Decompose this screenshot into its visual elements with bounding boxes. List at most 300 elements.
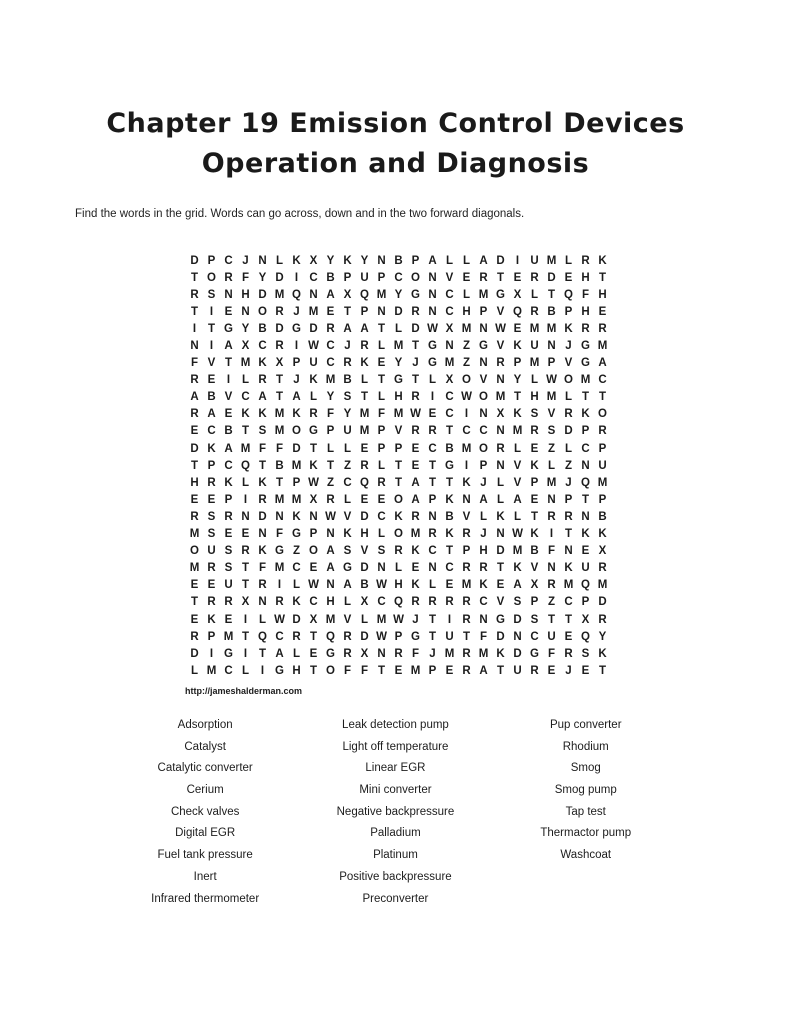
grid-letter: N bbox=[428, 510, 437, 523]
grid-letter: T bbox=[241, 630, 250, 643]
grid-letter: C bbox=[309, 271, 318, 284]
grid-letter: T bbox=[598, 664, 607, 677]
grid-letter: C bbox=[445, 391, 454, 404]
grid-letter: F bbox=[190, 357, 199, 370]
grid-row bbox=[186, 457, 611, 474]
grid-letter: T bbox=[275, 476, 284, 489]
grid-letter: R bbox=[564, 510, 573, 523]
grid-letter: K bbox=[445, 493, 454, 506]
grid-letter: T bbox=[581, 493, 590, 506]
grid-letter: G bbox=[275, 545, 284, 558]
grid-letter: L bbox=[360, 613, 369, 626]
grid-letter: C bbox=[428, 442, 437, 455]
grid-letter: B bbox=[207, 391, 216, 404]
grid-letter: T bbox=[377, 322, 386, 335]
word-list-item: Rhodium bbox=[562, 740, 609, 753]
grid-letter: J bbox=[480, 476, 487, 489]
grid-letter: K bbox=[411, 545, 420, 558]
grid-letter: K bbox=[581, 408, 590, 421]
grid-row bbox=[186, 440, 611, 457]
grid-row bbox=[186, 594, 611, 611]
grid-letter: X bbox=[581, 613, 590, 626]
grid-letter: T bbox=[241, 425, 250, 438]
grid-letter: R bbox=[360, 340, 369, 353]
grid-letter: L bbox=[377, 528, 386, 541]
grid-letter: G bbox=[428, 340, 437, 353]
grid-row bbox=[186, 303, 611, 320]
grid-letter: L bbox=[292, 579, 301, 592]
grid-letter: E bbox=[190, 613, 199, 626]
grid-letter: U bbox=[513, 664, 522, 677]
grid-letter: L bbox=[190, 664, 199, 677]
grid-letter: L bbox=[496, 493, 505, 506]
grid-letter: R bbox=[224, 271, 233, 284]
grid-letter: G bbox=[581, 340, 590, 353]
grid-letter: R bbox=[547, 579, 556, 592]
grid-letter: K bbox=[598, 254, 607, 267]
grid-letter: E bbox=[496, 579, 505, 592]
grid-letter: N bbox=[513, 630, 522, 643]
grid-letter: Y bbox=[343, 408, 352, 421]
grid-letter: I bbox=[209, 340, 214, 353]
grid-letter: M bbox=[274, 425, 285, 438]
grid-letter: R bbox=[564, 408, 573, 421]
grid-letter: U bbox=[445, 630, 454, 643]
grid-letter: P bbox=[547, 357, 556, 370]
grid-letter: A bbox=[326, 288, 335, 301]
grid-letter: C bbox=[258, 340, 267, 353]
grid-letter: M bbox=[512, 545, 523, 558]
grid-letter: L bbox=[343, 442, 352, 455]
grid-letter: O bbox=[292, 425, 301, 438]
grid-letter: G bbox=[496, 288, 505, 301]
grid-letter: E bbox=[581, 664, 590, 677]
grid-letter: G bbox=[309, 425, 318, 438]
grid-letter: R bbox=[190, 510, 199, 523]
grid-letter: R bbox=[258, 579, 267, 592]
grid-letter: E bbox=[564, 630, 573, 643]
grid-letter: M bbox=[444, 357, 455, 370]
grid-letter: N bbox=[377, 305, 386, 318]
grid-letter: C bbox=[598, 374, 607, 387]
grid-letter: P bbox=[479, 459, 488, 472]
grid-letter: N bbox=[479, 322, 488, 335]
grid-letter: P bbox=[513, 357, 522, 370]
grid-letter: V bbox=[564, 357, 573, 370]
grid-letter: L bbox=[377, 459, 386, 472]
grid-letter: V bbox=[462, 510, 471, 523]
grid-letter: O bbox=[190, 545, 199, 558]
grid-letter: R bbox=[496, 442, 505, 455]
grid-letter: E bbox=[326, 305, 335, 318]
grid-letter: A bbox=[258, 391, 267, 404]
grid-letter: B bbox=[258, 322, 267, 335]
grid-letter: A bbox=[326, 562, 335, 575]
grid-letter: I bbox=[430, 391, 435, 404]
grid-letter: A bbox=[513, 579, 522, 592]
grid-letter: K bbox=[258, 408, 267, 421]
grid-letter: J bbox=[429, 647, 436, 660]
grid-letter: G bbox=[530, 647, 539, 660]
grid-letter: C bbox=[377, 596, 386, 609]
grid-letter: E bbox=[530, 493, 539, 506]
grid-letter: Q bbox=[513, 305, 522, 318]
grid-letter: K bbox=[258, 476, 267, 489]
grid-letter: D bbox=[360, 562, 369, 575]
grid-letter: C bbox=[445, 288, 454, 301]
grid-letter: A bbox=[224, 442, 233, 455]
grid-letter: O bbox=[479, 442, 488, 455]
grid-letter: G bbox=[428, 357, 437, 370]
grid-letter: A bbox=[513, 493, 522, 506]
grid-letter: P bbox=[292, 476, 301, 489]
grid-letter: S bbox=[224, 545, 233, 558]
grid-letter: A bbox=[479, 254, 488, 267]
grid-letter: R bbox=[530, 664, 539, 677]
grid-letter: O bbox=[564, 374, 573, 387]
grid-row bbox=[186, 320, 611, 337]
grid-letter: T bbox=[207, 322, 216, 335]
grid-letter: K bbox=[292, 596, 301, 609]
grid-letter: R bbox=[394, 545, 403, 558]
grid-letter: K bbox=[207, 613, 216, 626]
grid-letter: N bbox=[496, 374, 505, 387]
grid-letter: O bbox=[394, 493, 403, 506]
grid-letter: C bbox=[564, 596, 573, 609]
grid-letter: R bbox=[428, 596, 437, 609]
grid-letter: Z bbox=[326, 476, 335, 489]
word-list-item: Mini converter bbox=[359, 784, 432, 797]
grid-letter: T bbox=[224, 357, 233, 370]
grid-letter: X bbox=[360, 596, 369, 609]
grid-letter: J bbox=[480, 528, 487, 541]
grid-letter: L bbox=[547, 459, 556, 472]
grid-row bbox=[186, 355, 611, 372]
grid-letter: R bbox=[530, 425, 539, 438]
grid-letter: G bbox=[581, 357, 590, 370]
grid-letter: W bbox=[376, 579, 387, 592]
grid-letter: E bbox=[360, 493, 369, 506]
grid-letter: Q bbox=[581, 476, 590, 489]
grid-letter: T bbox=[190, 305, 199, 318]
grid-letter: L bbox=[326, 442, 335, 455]
grid-letter: P bbox=[479, 305, 488, 318]
grid-letter: E bbox=[309, 647, 318, 660]
grid-letter: A bbox=[343, 322, 352, 335]
grid-letter: R bbox=[598, 562, 607, 575]
grid-letter: E bbox=[224, 305, 233, 318]
grid-letter: H bbox=[190, 476, 199, 489]
grid-letter: V bbox=[224, 391, 233, 404]
grid-letter: C bbox=[326, 340, 335, 353]
grid-letter: M bbox=[274, 562, 285, 575]
grid-letter: B bbox=[394, 254, 403, 267]
word-list-item: Pup converter bbox=[549, 719, 622, 731]
grid-row bbox=[186, 474, 611, 491]
grid-letter: R bbox=[598, 613, 607, 626]
grid-letter: I bbox=[464, 408, 469, 421]
grid-letter: Z bbox=[343, 459, 352, 472]
grid-letter: N bbox=[547, 340, 556, 353]
grid-letter: N bbox=[190, 340, 199, 353]
grid-row bbox=[186, 337, 611, 354]
grid-row bbox=[186, 372, 611, 389]
grid-letter: L bbox=[564, 254, 573, 267]
grid-letter: D bbox=[190, 254, 199, 267]
grid-letter: Z bbox=[462, 340, 471, 353]
grid-letter: T bbox=[275, 391, 284, 404]
grid-letter: U bbox=[530, 254, 539, 267]
word-list-item: Palladium bbox=[370, 827, 421, 840]
grid-letter: I bbox=[464, 459, 469, 472]
grid-letter: X bbox=[343, 288, 352, 301]
grid-letter: V bbox=[394, 425, 403, 438]
grid-letter: Z bbox=[462, 357, 471, 370]
grid-letter: G bbox=[479, 340, 488, 353]
grid-letter: D bbox=[190, 647, 199, 660]
grid-letter: F bbox=[275, 528, 284, 541]
grid-letter: R bbox=[445, 596, 454, 609]
grid-letter: P bbox=[207, 459, 216, 472]
grid-letter: R bbox=[207, 562, 216, 575]
grid-letter: C bbox=[224, 459, 233, 472]
word-list-item: Light off temperature bbox=[342, 740, 449, 753]
grid-letter: T bbox=[598, 391, 607, 404]
grid-letter: R bbox=[462, 528, 471, 541]
grid-letter: K bbox=[564, 562, 573, 575]
grid-letter: I bbox=[243, 613, 248, 626]
grid-letter: C bbox=[581, 442, 590, 455]
grid-letter: P bbox=[394, 442, 403, 455]
grid-letter: R bbox=[462, 664, 471, 677]
grid-letter: R bbox=[462, 647, 471, 660]
grid-letter: D bbox=[275, 322, 284, 335]
grid-letter: E bbox=[190, 493, 199, 506]
grid-letter: R bbox=[360, 459, 369, 472]
grid-letter: M bbox=[393, 340, 404, 353]
grid-letter: A bbox=[343, 579, 352, 592]
grid-letter: X bbox=[445, 374, 454, 387]
grid-letter: N bbox=[309, 510, 318, 523]
grid-letter: R bbox=[258, 374, 267, 387]
grid-letter: S bbox=[224, 562, 233, 575]
grid-letter: R bbox=[275, 340, 284, 353]
grid-letter: T bbox=[428, 459, 437, 472]
grid-row bbox=[186, 662, 611, 679]
grid-letter: N bbox=[241, 305, 250, 318]
grid-letter: K bbox=[343, 254, 352, 267]
grid-row bbox=[186, 286, 611, 303]
grid-letter: V bbox=[445, 271, 454, 284]
grid-letter: M bbox=[444, 647, 455, 660]
grid-letter: T bbox=[258, 647, 267, 660]
grid-letter: S bbox=[530, 613, 539, 626]
grid-letter: M bbox=[410, 664, 421, 677]
grid-letter: P bbox=[564, 305, 573, 318]
grid-letter: A bbox=[360, 322, 369, 335]
grid-row bbox=[186, 406, 611, 423]
grid-letter: F bbox=[326, 408, 335, 421]
grid-letter: R bbox=[326, 493, 335, 506]
grid-letter: J bbox=[293, 374, 300, 387]
word-list-item: Thermactor pump bbox=[540, 827, 632, 840]
grid-letter: O bbox=[394, 528, 403, 541]
grid-letter: T bbox=[309, 664, 318, 677]
grid-letter: P bbox=[326, 425, 335, 438]
grid-letter: N bbox=[547, 562, 556, 575]
grid-letter: G bbox=[394, 374, 403, 387]
grid-letter: L bbox=[309, 391, 318, 404]
grid-letter: P bbox=[411, 254, 420, 267]
grid-letter: U bbox=[343, 425, 352, 438]
grid-letter: T bbox=[343, 305, 352, 318]
grid-letter: E bbox=[581, 545, 590, 558]
grid-letter: T bbox=[547, 288, 556, 301]
grid-letter: D bbox=[513, 647, 522, 660]
grid-letter: R bbox=[530, 271, 539, 284]
grid-letter: E bbox=[207, 579, 216, 592]
grid-letter: D bbox=[292, 442, 301, 455]
grid-letter: M bbox=[291, 459, 302, 472]
grid-letter: R bbox=[275, 305, 284, 318]
grid-letter: U bbox=[224, 579, 233, 592]
grid-letter: P bbox=[207, 630, 216, 643]
grid-letter: Q bbox=[360, 288, 369, 301]
grid-row bbox=[186, 543, 611, 560]
grid-letter: T bbox=[530, 510, 539, 523]
grid-letter: C bbox=[394, 271, 403, 284]
grid-letter: T bbox=[190, 271, 199, 284]
grid-row bbox=[186, 560, 611, 577]
grid-letter: Y bbox=[598, 630, 607, 643]
grid-letter: R bbox=[428, 425, 437, 438]
grid-letter: M bbox=[189, 562, 200, 575]
grid-letter: L bbox=[479, 510, 488, 523]
grid-letter: E bbox=[513, 322, 522, 335]
grid-letter: H bbox=[360, 528, 369, 541]
grid-letter: K bbox=[496, 510, 505, 523]
grid-letter: N bbox=[326, 579, 335, 592]
grid-letter: V bbox=[513, 476, 522, 489]
grid-letter: R bbox=[462, 613, 471, 626]
grid-letter: Y bbox=[326, 391, 335, 404]
grid-letter: N bbox=[241, 510, 250, 523]
grid-letter: R bbox=[479, 562, 488, 575]
grid-letter: O bbox=[309, 545, 318, 558]
grid-letter: X bbox=[445, 322, 454, 335]
grid-letter: P bbox=[581, 596, 590, 609]
grid-letter: Q bbox=[326, 630, 335, 643]
grid-letter: W bbox=[461, 391, 472, 404]
grid-letter: E bbox=[207, 374, 216, 387]
grid-letter: U bbox=[207, 545, 216, 558]
grid-letter: U bbox=[547, 630, 556, 643]
grid-letter: R bbox=[224, 510, 233, 523]
grid-letter: L bbox=[343, 596, 352, 609]
grid-letter: R bbox=[190, 374, 199, 387]
grid-letter: K bbox=[462, 476, 471, 489]
word-list-item: Negative backpressure bbox=[336, 805, 455, 818]
grid-letter: N bbox=[428, 562, 437, 575]
grid-letter: M bbox=[189, 528, 200, 541]
word-list-item: Positive backpressure bbox=[339, 870, 452, 883]
grid-letter: H bbox=[598, 288, 607, 301]
grid-letter: T bbox=[275, 374, 284, 387]
grid-letter: K bbox=[411, 579, 420, 592]
grid-letter: P bbox=[428, 664, 437, 677]
grid-letter: W bbox=[308, 579, 319, 592]
grid-letter: H bbox=[479, 545, 488, 558]
grid-letter: J bbox=[293, 305, 300, 318]
grid-letter: P bbox=[377, 425, 386, 438]
grid-letter: N bbox=[445, 340, 454, 353]
grid-letter: K bbox=[530, 459, 539, 472]
grid-letter: E bbox=[224, 613, 233, 626]
word-list-item: Adsorption bbox=[177, 719, 233, 731]
page-title-line2: Operation and Diagnosis bbox=[201, 148, 590, 179]
grid-letter: R bbox=[326, 322, 335, 335]
grid-letter: K bbox=[479, 579, 488, 592]
grid-letter: M bbox=[359, 425, 370, 438]
grid-letter: M bbox=[291, 493, 302, 506]
grid-letter: R bbox=[581, 254, 590, 267]
grid-letter: E bbox=[445, 579, 454, 592]
grid-letter: J bbox=[412, 357, 419, 370]
grid-letter: C bbox=[241, 391, 250, 404]
grid-letter: V bbox=[547, 408, 556, 421]
grid-letter: T bbox=[547, 613, 556, 626]
grid-letter: L bbox=[394, 562, 403, 575]
grid-letter: B bbox=[343, 374, 352, 387]
grid-letter: R bbox=[598, 425, 607, 438]
grid-letter: N bbox=[462, 493, 471, 506]
grid-letter: D bbox=[496, 545, 505, 558]
grid-letter: O bbox=[207, 271, 216, 284]
grid-letter: T bbox=[377, 374, 386, 387]
grid-letter: V bbox=[513, 459, 522, 472]
grid-letter: T bbox=[598, 271, 607, 284]
grid-letter: T bbox=[411, 374, 420, 387]
grid-letter: R bbox=[547, 510, 556, 523]
grid-letter: R bbox=[394, 647, 403, 660]
grid-letter: O bbox=[326, 664, 335, 677]
grid-letter: D bbox=[309, 322, 318, 335]
grid-letter: Q bbox=[394, 596, 403, 609]
grid-letter: T bbox=[411, 340, 420, 353]
grid-letter: D bbox=[258, 510, 267, 523]
grid-letter: P bbox=[343, 271, 352, 284]
grid-letter: C bbox=[479, 425, 488, 438]
grid-letter: G bbox=[411, 288, 420, 301]
grid-letter: T bbox=[241, 579, 250, 592]
grid-letter: K bbox=[292, 408, 301, 421]
grid-letter: A bbox=[411, 493, 420, 506]
grid-letter: Q bbox=[581, 630, 590, 643]
grid-letter: I bbox=[515, 254, 520, 267]
grid-letter: P bbox=[530, 596, 539, 609]
grid-letter: W bbox=[274, 613, 285, 626]
grid-letter: Z bbox=[292, 545, 301, 558]
grid-letter: P bbox=[462, 545, 471, 558]
grid-letter: L bbox=[530, 374, 539, 387]
grid-letter: W bbox=[393, 613, 404, 626]
grid-letter: L bbox=[564, 391, 573, 404]
grid-letter: M bbox=[529, 357, 540, 370]
grid-letter: K bbox=[445, 528, 454, 541]
grid-letter: M bbox=[597, 579, 608, 592]
source-url: http://jameshalderman.com bbox=[185, 686, 303, 696]
grid-letter: G bbox=[292, 528, 301, 541]
